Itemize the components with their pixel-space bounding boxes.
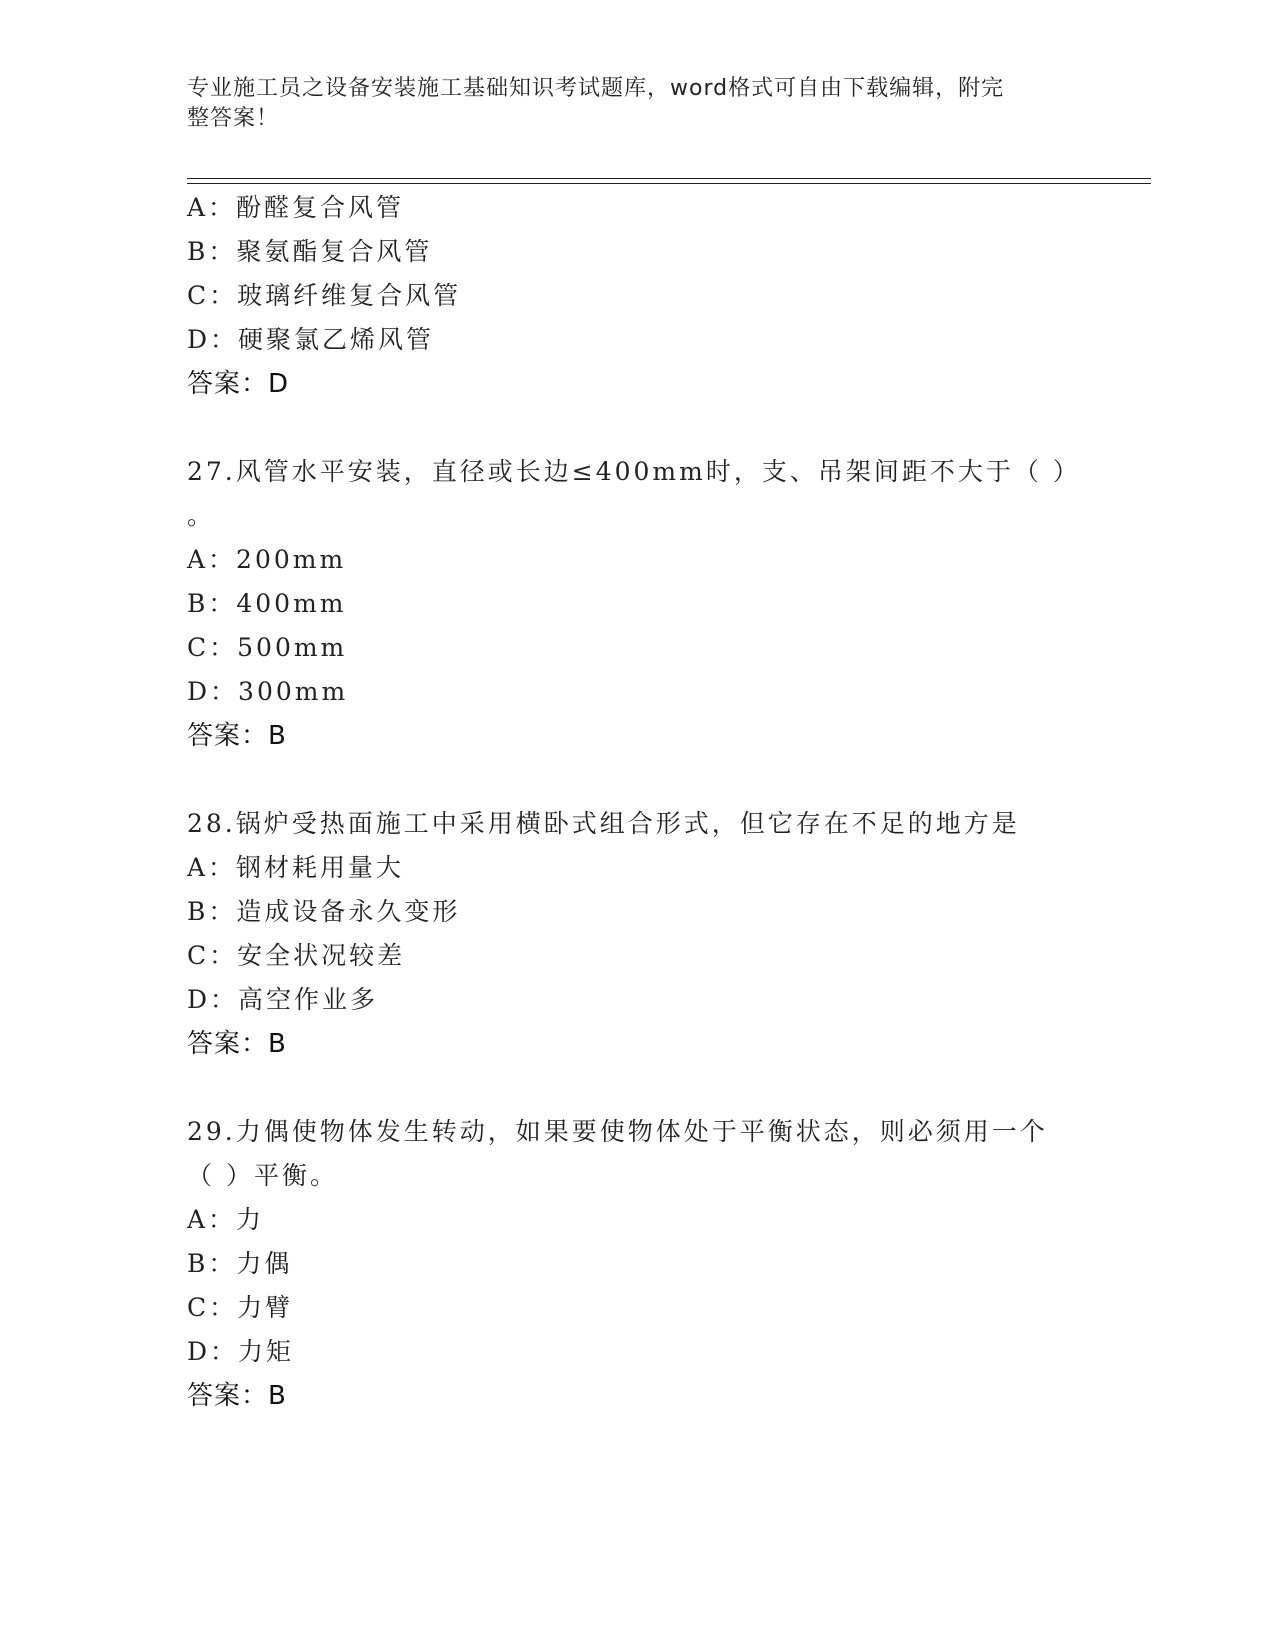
q26-option-b: B：聚氨酯复合风管 [187,237,433,266]
q29-option-a: A：力 [187,1205,265,1234]
q27-question-line-2: 。 [187,501,216,530]
document-header [187,74,1067,134]
q27-option-d: D：300mm [187,677,349,706]
q28-question-line-1: 28.锅炉受热面施工中采用横卧式组合形式，但它存在不足的地方是 [187,809,1020,838]
q27-option-b: B：400mm [187,589,347,618]
q27-question-line-1: 27.风管水平安装，直径或长边≤400mm时，支、吊架间距不大于（ ） [187,457,1081,486]
q27-answer: 答案：B [187,721,287,751]
q28-option-d: D：高空作业多 [187,985,379,1014]
q27-option-a: A：200mm [187,545,347,574]
q29-option-c: C：力臂 [187,1293,294,1322]
q26-option-d: D：硬聚氯乙烯风管 [187,325,435,354]
header-divider-top [187,178,1151,179]
q28-option-a: A：钢材耗用量大 [187,853,405,882]
q29-question-line-1: 29.力偶使物体发生转动，如果要使物体处于平衡状态，则必须用一个 [187,1117,1048,1146]
header-divider-bottom [187,183,1151,184]
q26-answer: 答案：D [187,369,290,399]
q26-option-c: C：玻璃纤维复合风管 [187,281,462,310]
q29-answer: 答案：B [187,1381,287,1411]
q29-option-b: B：力偶 [187,1249,293,1278]
q26-option-a: A：酚醛复合风管 [187,193,405,222]
header-line-1: 专业施工员之设备安装施工基础知识考试题库，word格式可自由下载编辑，附完 [187,76,1005,101]
q27-option-c: C：500mm [187,633,348,662]
q28-option-c: C：安全状况较差 [187,941,406,970]
header-line-2: 整答案！ [187,106,280,131]
q29-option-d: D：力矩 [187,1337,295,1366]
q29-question-line-2: （ ）平衡。 [187,1161,338,1190]
q28-answer: 答案：B [187,1029,287,1059]
q28-option-b: B：造成设备永久变形 [187,897,461,926]
